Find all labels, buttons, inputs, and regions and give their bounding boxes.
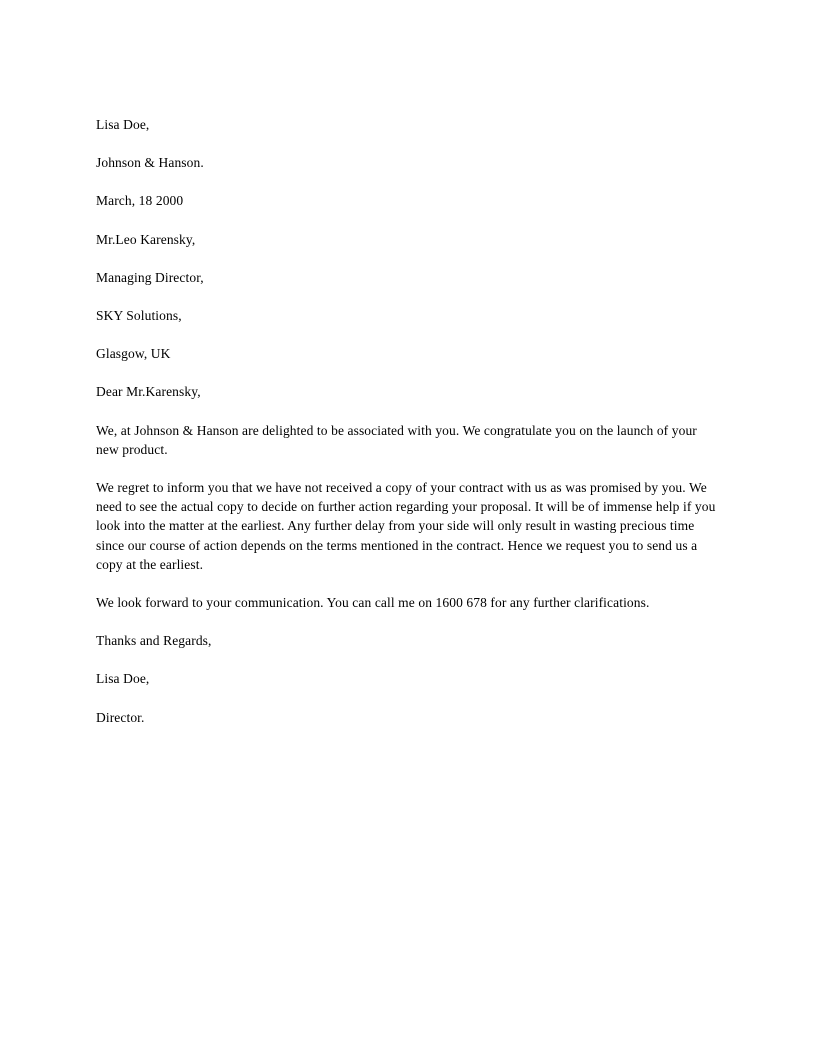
letter-date: March, 18 2000 [96,193,184,209]
body-paragraph-2: We regret to inform you that we have not received a copy of your contract with us as was promised by you. We need to see the actual copy to decide on further action regarding your proposal. It will be of immense help if you look into the matter at the earliest. Any further delay from your side will only result in wasting precious time since our course of action depends on the terms mentioned in the contract. Hence we request you to send us a copy at the earliest. [96,480,716,572]
recipient-company: SKY Solutions, [96,308,182,324]
body-paragraph-1: We, at Johnson & Hanson are delighted to be associated with you. We congratulate you on the launch of your new product. [96,422,697,457]
signature-title: Director. [96,709,145,725]
body-paragraph-3: We look forward to your communication. You can call me on 1600 678 for any further clarifications. [96,595,650,611]
recipient-title: Managing Director, [96,269,204,285]
closing-phrase: Thanks and Regards, [96,633,212,649]
signature-name: Lisa Doe, [96,671,150,687]
recipient-location: Glasgow, UK [96,346,171,362]
sender-company: Johnson & Hanson. [96,155,204,171]
sender-name: Lisa Doe, [96,117,150,132]
salutation: Dear Mr.Karensky, [96,384,201,400]
recipient-name: Mr.Leo Karensky, [96,231,196,247]
